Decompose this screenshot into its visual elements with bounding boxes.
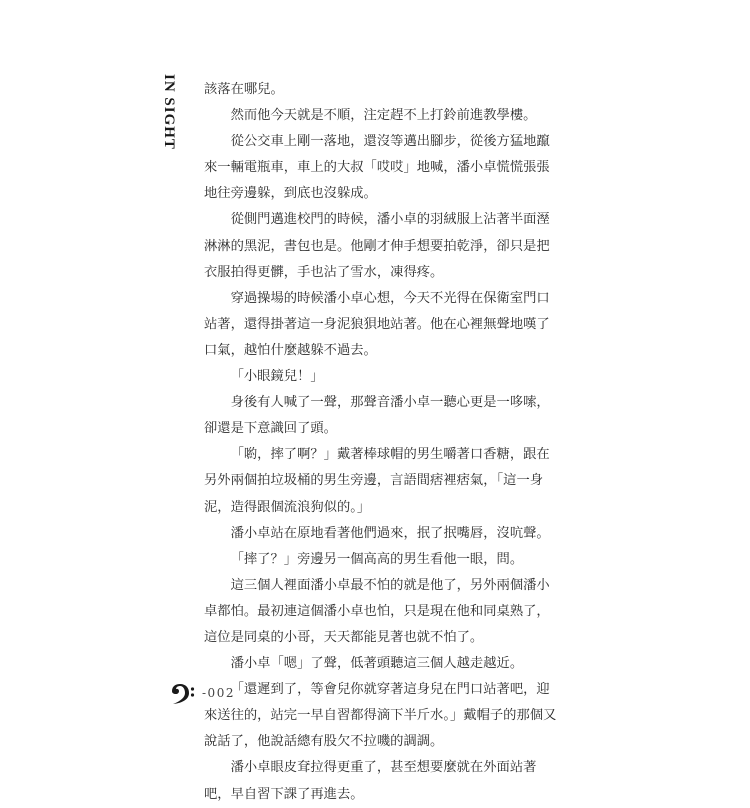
paragraph: 該落在哪兒。 [204,82,284,97]
paragraph: 「喲，摔了啊？」戴著棒球帽的男生嚼著口香糖，跟在另外兩個拍垃圾桶的男生旁邊，言語間痞裡痞氣，「這一身泥，造得跟個流浪狗似的。」 [204,447,550,515]
bass-clef-icon [168,683,196,705]
paragraph: 「摔了？」旁邊另一個高高的男生看他一眼，問。 [230,551,524,567]
paragraph: 然而他今天就是不順，注定趕不上打鈴前進教學樓。 [230,108,537,124]
body-text [204,77,560,808]
paragraph: 身後有人喊了一聲，那聲音潘小卓一聽心更是一哆嗦，卻還是下意識回了頭。 [204,395,550,437]
paragraph: 從公交車上剛一落地，還沒等邁出腳步，從後方猛地躥來一輛電瓶車，車上的大叔「哎哎」地喊，潘小卓慌慌張張地往旁邊躲，到底也沒躲成。 [204,134,550,202]
section-title: IN SIGHT [161,74,177,150]
paragraph: 「小眼鏡兒！」 [230,369,324,385]
paragraph: 這三個人裡面潘小卓最不怕的就是他了，另外兩個潘小卓都怕。最初連這個潘小卓也怕，只是現在他和同桌熟了，這位是同桌的小哥，天天都能見著也就不怕了。 [204,577,550,645]
paragraph: 穿過操場的時候潘小卓心想，今天不光得在保衛室門口站著，還得掛著這一身泥狼狽地站著。他在心裡無聲地嘆了口氣，越怕什麼越躲不過去。 [204,290,550,358]
paragraph: 潘小卓「嗯」了聲，低著頭聽這三個人越走越近。 [230,656,524,672]
page-number: -002 [202,686,235,700]
paragraph: 潘小卓眼皮耷拉得更重了，甚至想要麼就在外面站著吧，早自習下課了再進去。 [204,760,537,802]
paragraph: 「還遲到了，等會兒你就穿著這身兒在門口站著吧，迎來送往的，站完一早自習都得滴下半斤水。」戴帽子的那個又說話了，他說話總有股欠不拉嘰的調調。 [204,682,557,750]
paragraph: 從側門邁進校門的時候，潘小卓的羽絨服上沾著半面溼淋淋的黑泥，書包也是。他剛才伸手想要拍乾淨，卻只是把衣服拍得更髒，手也沾了雪水，凍得疼。 [204,212,550,280]
paragraph: 潘小卓站在原地看著他們過來，抿了抿嘴唇，沒吭聲。 [230,525,550,541]
